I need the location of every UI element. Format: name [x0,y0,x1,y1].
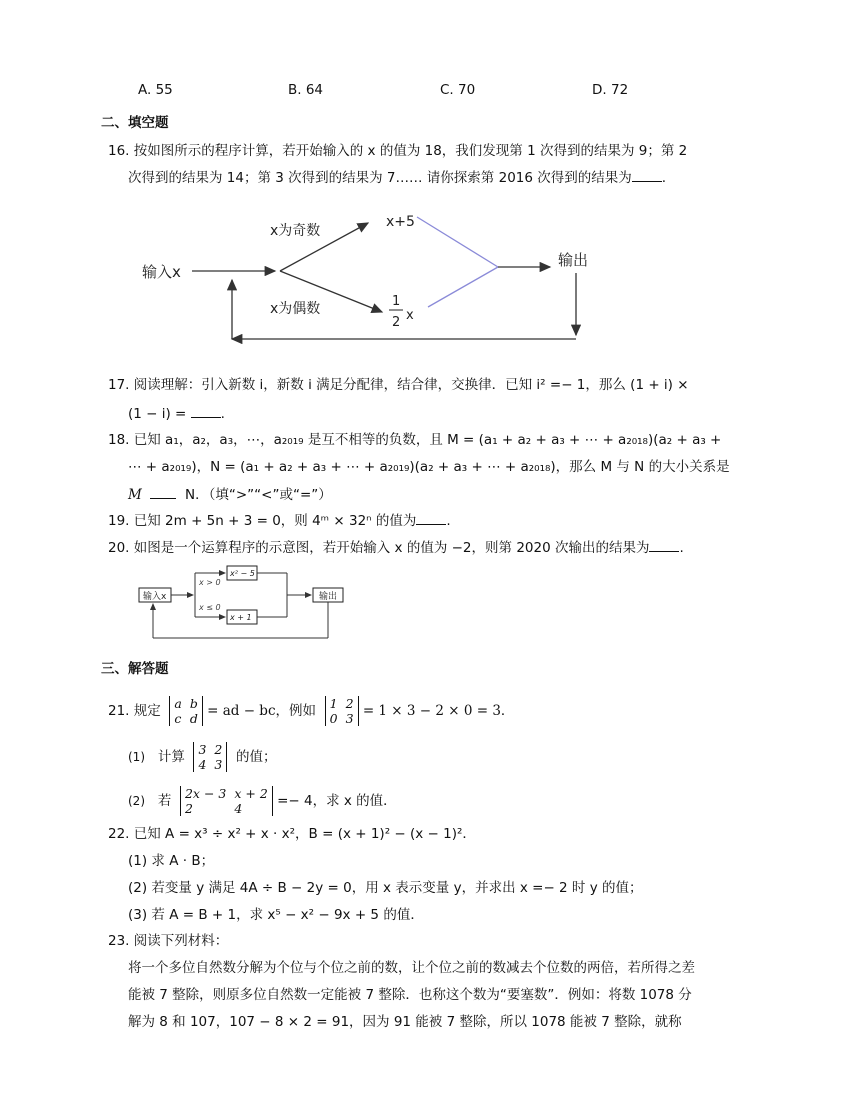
flow-half-x: x [406,308,414,323]
q19-text: 19. 已知 2m + 5n + 3 = 0，则 4ᵐ × 32ⁿ 的值为 [108,513,417,529]
cell: b [189,696,198,711]
q20-text: 20. 如图是一个运算程序的示意图，若开始输入 x 的值为 −2，则第 2020 次输出的结果为 [108,540,650,556]
box2-label: x + 1 [230,613,252,622]
cell: 2 [214,742,223,757]
option-a: A. 55 [138,82,173,98]
answer-blank [649,537,679,552]
cell: a [174,696,182,711]
cond-nonpositive: x ≤ 0 [199,603,221,612]
cell: 2 [184,801,193,816]
cell: x + 2 [234,786,268,801]
q16-line2-text: 次得到的结果为 14；第 3 次得到的结果为 7…… 请你探索第 2016 次得到的结果为 [128,170,632,186]
period: . [220,406,225,422]
cell: 3 [214,757,223,772]
period: . [446,513,451,529]
flow-input-label: 输入x [142,263,181,281]
q22-part1: (1) 求 A · B； [128,853,215,869]
q17-line2-text: (1 − i) = [128,406,187,422]
answer-blank [632,167,662,182]
flow-half-num: 1 [392,294,401,309]
option-d: D. 72 [592,82,629,98]
section-solve-title: 三、解答题 [101,661,169,677]
q21-line [108,696,514,726]
q23-line4: 解为 8 和 107，107 − 8 × 2 = 91，因为 91 能被 7 整除，所以 1078 能被 7 整除，就称 [128,1014,682,1030]
answer-blank [416,510,446,525]
merge-line-bottom [428,267,498,307]
q21-mid2: = 1 × 3 − 2 × 0 = 3． [362,703,515,719]
q23-line1: 23. 阅读下列材料： [108,933,229,949]
section-fill-in-title: 二、填空题 [101,115,169,131]
q21-part1 [128,742,276,772]
q18-m: M [128,487,142,503]
q16-line1: 16. 按如图所示的程序计算，若开始输入的 x 的值为 18，我们发现第 1 次得到的结果为 9；第 2 [108,143,688,159]
period: . [679,540,684,556]
merge-line-top [417,217,498,267]
q22-part2: (2) 若变量 y 满足 4A ÷ B − 2y = 0，用 x 表示变量 y，并求出 x =− 2 时 y 的值； [128,880,643,896]
q19-line [108,510,451,531]
q17-line1: 17. 阅读理解：引入新数 i，新数 i 满足分配律，结合律，交换律．已知 i² =− 1，那么 (1 + i) × [108,377,689,393]
period: . [661,170,667,186]
q18-line2: ⋯ + a₂₀₁₉)，N = (a₁ + a₂ + a₃ + ⋯ + a₂₀₁₉)(a₂ + a₃ + ⋯ + a₂₀₁₈)，那么 M 与 N 的大小关系是 [128,459,730,475]
cell: 1 [329,696,338,711]
q16-line2 [128,167,666,188]
answer-blank [191,403,221,418]
cell: 3 [198,742,207,757]
q18-line3 [128,484,332,505]
flow-odd-result: x+5 [386,214,415,230]
q22-part3: (3) 若 A = B + 1，求 x⁵ − x² − 9x + 5 的值． [128,907,424,923]
q21-part2 [128,786,397,816]
q17-line2 [128,403,225,424]
option-c: C. 70 [440,82,476,98]
q21-pre: 21. 规定 [108,703,161,719]
cell: 2 [345,696,354,711]
q21-p1-post: 的值； [235,749,277,765]
cell: 4 [198,757,207,772]
q20-output-label: 输出 [319,592,338,602]
q16-flowchart [130,205,610,350]
flow-odd-label: x为奇数 [270,223,321,239]
matrix-part2 [180,786,273,816]
cond-positive: x > 0 [199,578,221,587]
answer-blank [150,484,176,499]
q20-line [108,537,684,558]
q22-line1: 22. 已知 A = x³ ÷ x² + x · x²，B = (x + 1)² − (x − 1)²． [108,826,476,842]
q23-line3: 能被 7 整除，则原多位自然数一定能被 7 整除．也称这个数为“要塞数”．例如：将数 1078 分 [128,987,692,1003]
matrix-abcd [169,696,202,726]
q21-p2-pre: 若 [157,793,172,809]
cell: 2x − 3 [184,786,227,801]
cell: c [174,711,182,726]
q18-line3-text: N．（填“>”“<”或“=”） [185,487,332,503]
q21-p2-post: =− 4，求 x 的值． [277,793,397,809]
q21-p1-pre: 计算 [157,749,185,765]
q18-line1: 18. 已知 a₁，a₂，a₃，⋯，a₂₀₁₉ 是互不相等的负数，且 M = (a₁ + a₂ + a₃ + ⋯ + a₂₀₁₈)(a₂ + a₃ + [108,432,722,448]
flow-output-label: 输出 [558,251,589,269]
cell: 4 [234,801,243,816]
cell: 3 [345,711,354,726]
matrix-part1 [193,742,227,772]
option-b: B. 64 [288,82,324,98]
q21-mid1: = ad − bc，例如 [207,703,317,719]
q20-flowchart [135,564,380,644]
matrix-example [325,696,359,726]
flow-half-den: 2 [392,315,401,330]
part-label: (2) [128,794,145,808]
flow-even-label: x为偶数 [270,301,321,317]
box1-label: x² − 5 [230,569,255,578]
cell: 0 [329,711,338,726]
q20-input-label: 输入x [143,592,167,602]
cell: d [189,711,198,726]
part-label: (1) [128,750,145,764]
q23-line2: 将一个多位自然数分解为个位与个位之前的数，让个位之前的数减去个位数的两倍，若所得之差 [128,960,695,976]
